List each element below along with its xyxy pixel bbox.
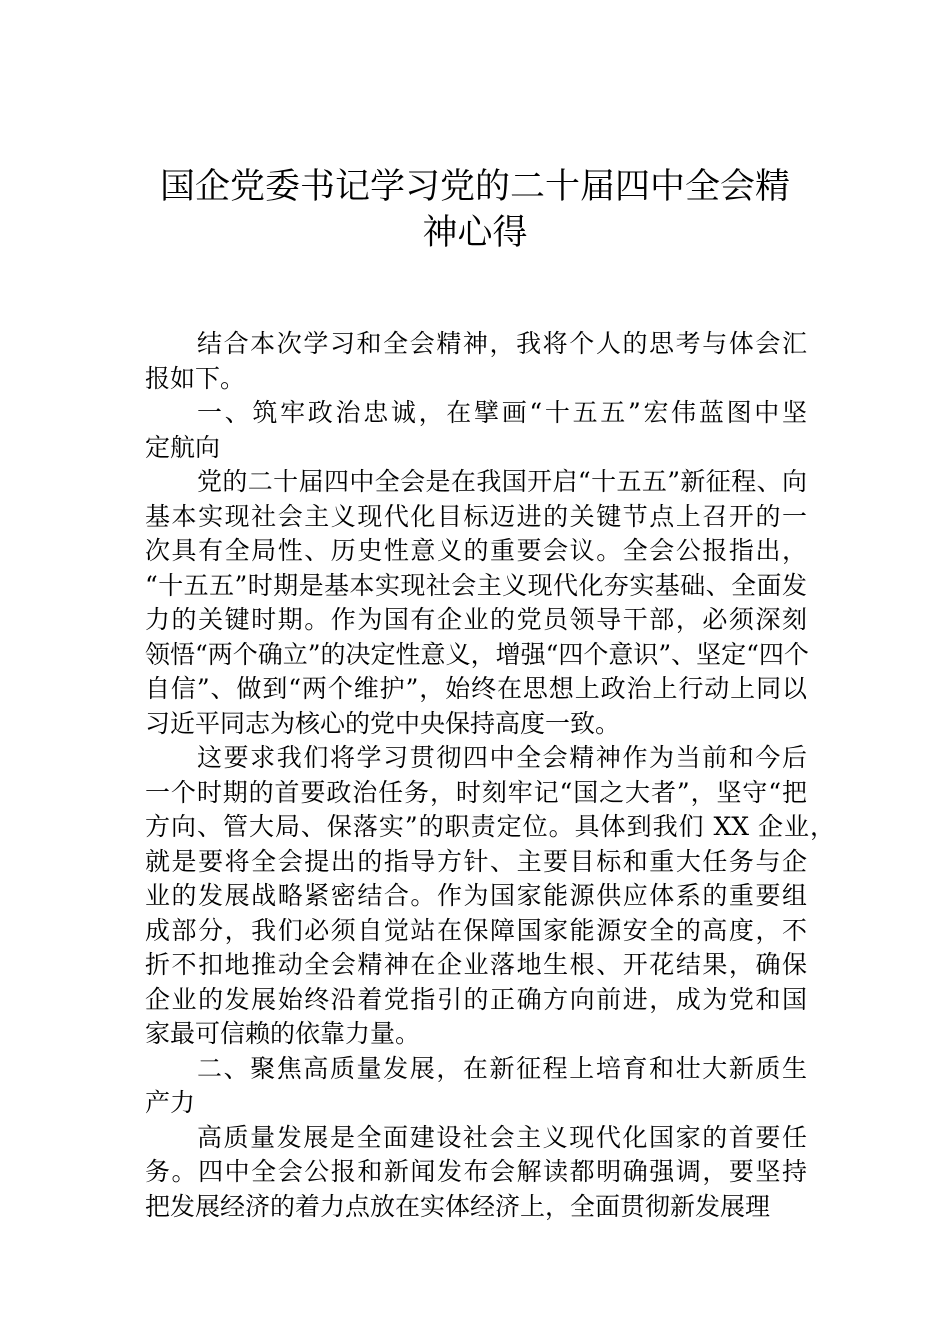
text-line: 成部分，我们必须自觉站在保障国家能源安全的高度，不 [145, 915, 807, 945]
text-line: 业的发展战略紧密结合。作为国家能源供应体系的重要组 [145, 881, 807, 910]
text-line: 次具有全局性、历史性意义的重要会议。全会公报指出， [145, 536, 807, 565]
text-line: 定航向 [145, 432, 221, 462]
text-line: 二、聚焦高质量发展，在新征程上培育和壮大新质生 [197, 1053, 807, 1083]
paragraph [145, 327, 807, 396]
text-line: 习近平同志为核心的党中央保持高度一致。 [145, 708, 621, 738]
text-line: 产力 [145, 1088, 196, 1117]
text-line: 就是要将全会提出的指导方针、主要目标和重大任务与企 [145, 846, 807, 876]
text-line: 企业的发展始终沿着党指引的正确方向前进，成为党和国 [145, 984, 807, 1014]
text-line: 自信”、做到“两个维护”，始终在思想上政治上行动上同以 [145, 674, 807, 703]
text-line: 报如下。 [145, 363, 246, 393]
paragraph [145, 741, 835, 1052]
text-line: 方向、管大局、保落实”的职责定位。具体到我们 XX 企业， [145, 812, 835, 841]
section-heading [145, 396, 807, 465]
text-line: 基本实现社会主义现代化目标迈进的关键节点上召开的一 [145, 501, 807, 531]
section-heading [145, 1052, 807, 1121]
text-line: 党的二十届四中全会是在我国开启“十五五”新征程、向 [197, 467, 807, 496]
text-line: 一个时期的首要政治任务，时刻牢记“国之大者”，坚守“把 [145, 777, 807, 807]
text-line: “十五五”时期是基本实现社会主义现代化夯实基础、全面发 [145, 570, 807, 600]
title-line-1: 国企党委书记学习党的二十届四中全会精 [159, 167, 790, 207]
document-title [0, 164, 950, 256]
text-line: 结合本次学习和全会精神，我将个人的思考与体会汇 [197, 329, 807, 358]
text-line: 务。四中全会公报和新闻发布会解读都明确强调，要坚持 [145, 1157, 807, 1186]
title-line-2: 神心得 [422, 213, 528, 253]
text-line: 折不扣地推动全会精神在企业落地生根、开花结果，确保 [145, 950, 807, 979]
text-line: 力的关键时期。作为国有企业的党员领导干部，必须深刻 [145, 605, 807, 634]
text-line: 这要求我们将学习贯彻四中全会精神作为当前和今后 [197, 743, 807, 772]
document-body [145, 327, 835, 1224]
text-line: 高质量发展是全面建设社会主义现代化国家的首要任 [197, 1122, 807, 1152]
text-line: 把发展经济的着力点放在实体经济上，全面贯彻新发展理 [145, 1191, 771, 1221]
paragraph [145, 465, 807, 741]
text-line: 领悟“两个确立”的决定性意义，增强“四个意识”、坚定“四个 [145, 639, 809, 669]
text-line: 家最可信赖的依靠力量。 [145, 1019, 421, 1048]
text-line: 一、筑牢政治忠诚，在擘画“十五五”宏伟蓝图中坚 [197, 398, 807, 427]
paragraph [145, 1121, 807, 1225]
